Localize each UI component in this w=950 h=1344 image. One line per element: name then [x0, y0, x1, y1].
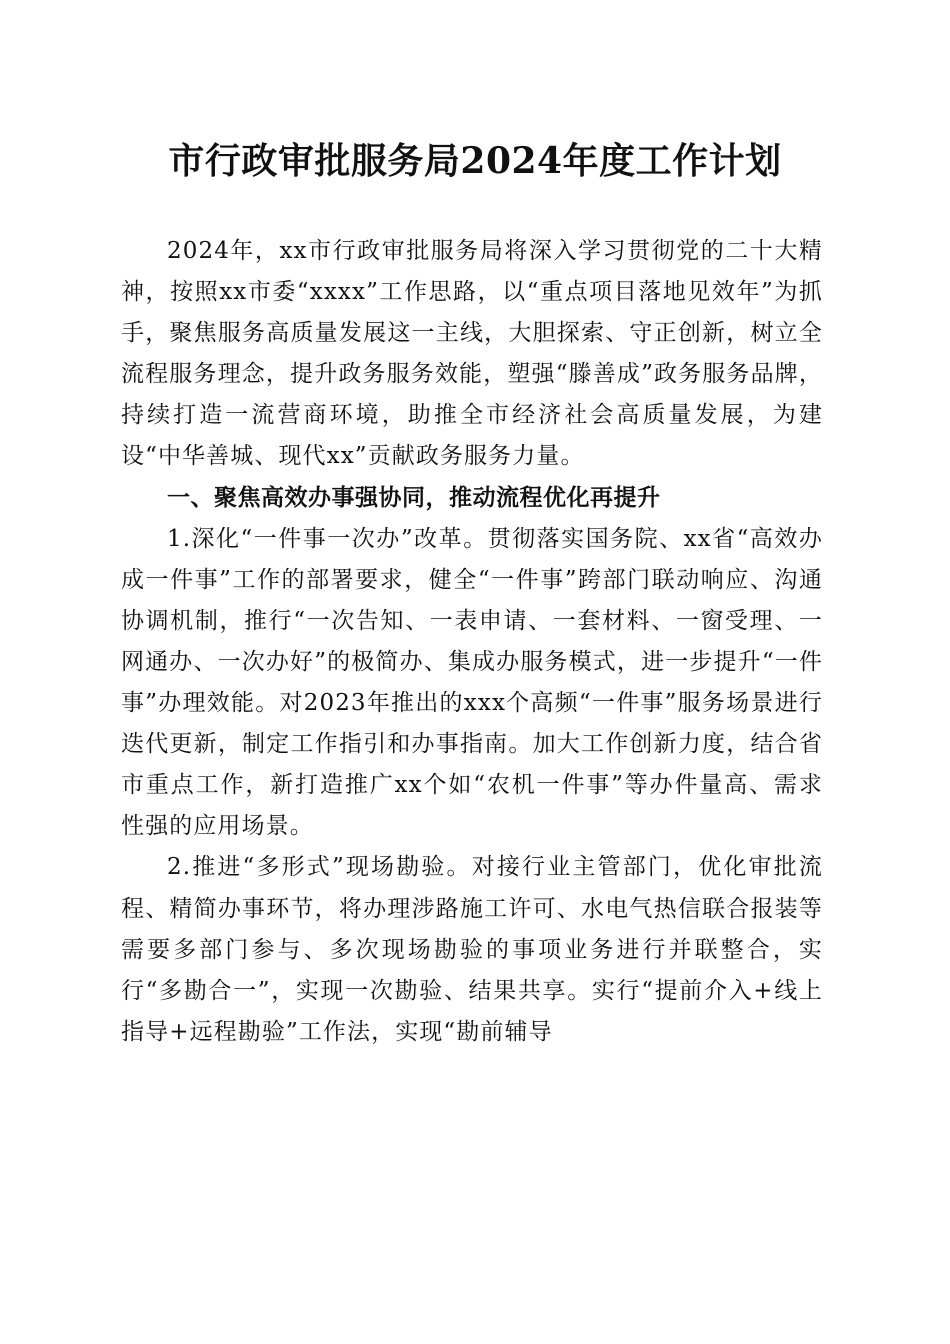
section-heading: 一、聚焦高效办事强协同，推动流程优化再提升	[167, 484, 661, 511]
section-item-1: 1.深化“一件事一次办”改革。贯彻落实国务院、xx省“高效办成一件事”工作的部署要求，健全“一件事”跨部门联动响应、沟通协调机制，推行“一次告知、一表申请、一套材料、一窗受理、一网通办、一次办好”的极简办、集成办服务模式，进一步提升“一件事”办理效能。对2023年推出的xxx个高频“一件事”服务场景进行迭代更新，制定工作指引和办事指南。加大工作创新力度，结合省市重点工作，新打造推广xx个如“农机一件事”等办件量高、需求性强的应用场景。	[121, 525, 823, 840]
document-title: 市行政审批服务局2024年度工作计划	[168, 140, 782, 182]
intro-paragraph: 2024年，xx市行政审批服务局将深入学习贯彻党的二十大精神，按照xx市委“xxxx”工作思路，以“重点项目落地见效年”为抓手，聚焦服务高质量发展这一主线，大胆探索、守正创新，树立全流程服务理念，提升政务服务效能，塑强“滕善成”政务服务品牌，持续打造一流营商环境，助推全市经济社会高质量发展，为建设“中华善城、现代xx”贡献政务服务力量。	[121, 238, 823, 470]
section-item-2: 2.推进“多形式”现场勘验。对接行业主管部门，优化审批流程、精简办事环节，将办理涉路施工许可、水电气热信联合报装等需要多部门参与、多次现场勘验的事项业务进行并联整合，实行“多勘合一”，实现一次勘验、结果共享。实行“提前介入+线上指导+远程勘验”工作法，实现“勘前辅导	[121, 854, 823, 1045]
document-body	[121, 231, 823, 1053]
